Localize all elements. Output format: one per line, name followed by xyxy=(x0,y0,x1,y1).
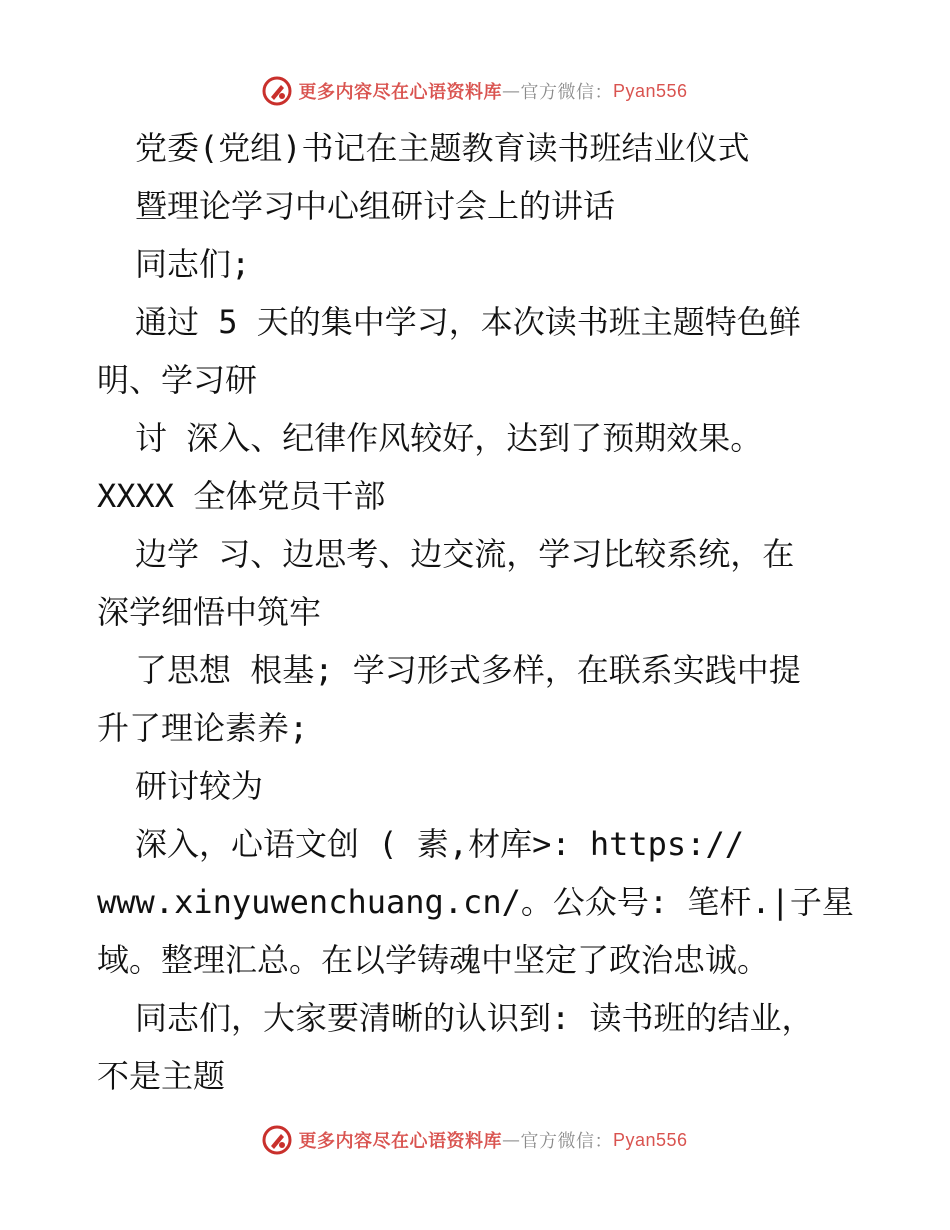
banner-main-text: 更多内容尽在心语资料库 xyxy=(298,82,502,103)
banner-sub-text: 官方微信： xyxy=(520,1131,613,1152)
paragraph-line: 不是主题 xyxy=(97,1057,226,1095)
title-line-1: 党委(党组)书记在主题教育读书班结业仪式 xyxy=(135,129,750,167)
paragraph-line: 同志们，大家要清晰的认识到: 读书班的结业， xyxy=(135,999,814,1037)
pen-logo-icon xyxy=(262,1125,292,1155)
paragraph-line: 深入，心语文创 ( 素,材库>: https:// xyxy=(135,825,744,863)
paragraph-line: 域。整理汇总。在以学铸魂中坚定了政治忠诚。 xyxy=(97,941,770,979)
paragraph-line: 研讨较为 xyxy=(135,767,264,805)
paragraph-line: 边学 习、边思考、边交流，学习比较系统，在 xyxy=(135,535,795,573)
banner-dash: — xyxy=(501,80,521,102)
banner-wechat-id: Pyan556 xyxy=(612,80,688,101)
paragraph-line: 深学细悟中筑牢 xyxy=(97,593,322,631)
banner-dash: — xyxy=(501,1129,521,1151)
paragraph-line: 了思想 根基; 学习形式多样，在联系实践中提 xyxy=(135,651,801,689)
paragraph-line: 通过 5 天的集中学习，本次读书班主题特色鲜 xyxy=(135,303,801,341)
paragraph-line: 明、学习研 xyxy=(97,361,258,399)
banner-main-text: 更多内容尽在心语资料库 xyxy=(298,1131,502,1152)
banner-wechat-id: Pyan556 xyxy=(612,1129,688,1150)
footer-watermark-banner xyxy=(0,1120,950,1160)
salutation: 同志们; xyxy=(135,245,251,283)
paragraph-line: 讨 深入、纪律作风较好，达到了预期效果。 xyxy=(135,419,763,457)
paragraph-line: 升了理论素养; xyxy=(97,709,309,747)
paragraph-line: www.xinyuwenchuang.cn/。公众号: 笔杆.|子星 xyxy=(97,883,854,921)
title-line-2: 暨理论学习中心组研讨会上的讲话 xyxy=(135,187,616,225)
paragraph-line: XXXX 全体党员干部 xyxy=(97,477,386,515)
banner-sub-text: 官方微信： xyxy=(520,82,613,103)
